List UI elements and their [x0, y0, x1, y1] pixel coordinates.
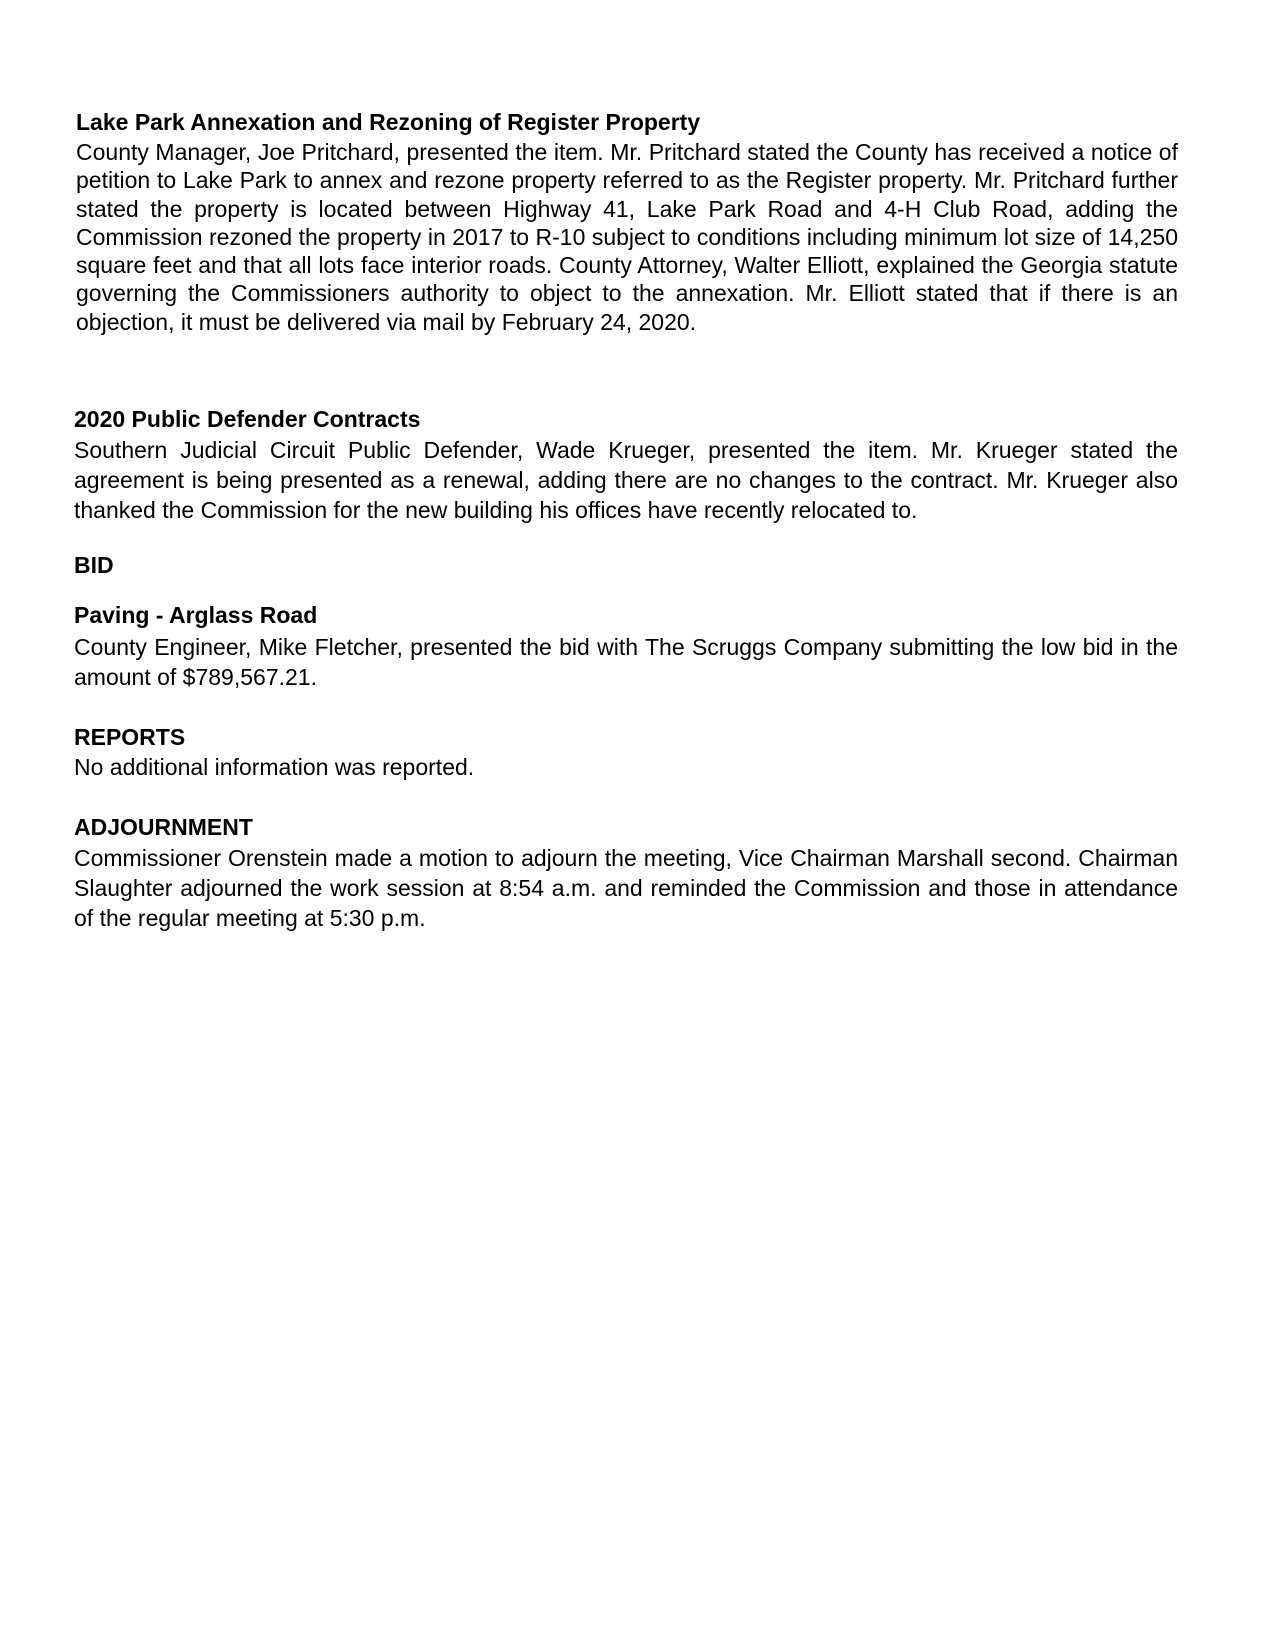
section-public-defender-contracts — [74, 404, 1178, 525]
section-body: County Engineer, Mike Fletcher, presented the bid with The Scruggs Company submitting the low bid in the amount of $789,567.21. — [74, 634, 1178, 690]
section-adjournment — [74, 812, 1178, 933]
section-body: No additional information was reported. — [74, 754, 475, 780]
section-heading: ADJOURNMENT — [74, 814, 253, 840]
section-heading: Paving - Arglass Road — [74, 602, 318, 628]
section-paving-arglass-road — [74, 600, 1178, 692]
section-heading: REPORTS — [74, 724, 186, 750]
section-body: Commissioner Orenstein made a motion to adjourn the meeting, Vice Chairman Marshall second. Chairman Slaughter adjourned the work session at 8:54 a.m. and reminded the Commission and those in attendance of the regular meeting at 5:30 p.m. — [74, 845, 1178, 931]
section-body: Southern Judicial Circuit Public Defender, Wade Krueger, presented the item. Mr. Krueger stated the agreement is being presented as a renewal, adding there are no changes to the contract. Mr. Krueger also thanked the Commission for the new building his offices have recently relocated to. — [74, 437, 1178, 523]
section-heading: BID — [74, 552, 114, 578]
section-heading: Lake Park Annexation and Rezoning of Register Property — [76, 109, 701, 135]
section-reports — [74, 722, 1177, 782]
section-bid — [74, 550, 1177, 580]
section-lake-park-annexation — [76, 107, 1178, 336]
section-body: County Manager, Joe Pritchard, presented the item. Mr. Pritchard stated the County has received a notice of petition to Lake Park to annex and rezone property referred to as the Register property. Mr. Pritchard further stated the property is located between Highway 41, Lake Park Road and 4-H Club Road, adding the Commission rezoned the property in 2017 to R-10 subject to conditions including minimum lot size of 14,250 square feet and that all lots face interior roads. County Attorney, Walter Elliott, explained the Georgia statute governing the Commissioners authority to object to the annexation. Mr. Elliott stated that if there is an objection, it must be delivered via mail by February 24, 2020. — [76, 139, 1178, 335]
section-heading: 2020 Public Defender Contracts — [74, 406, 421, 432]
